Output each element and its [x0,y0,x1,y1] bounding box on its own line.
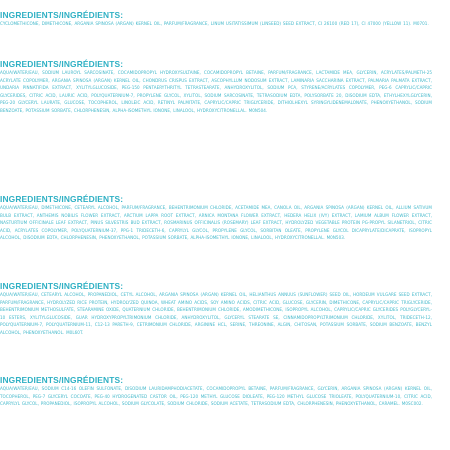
ingredients-block-3 [0,194,432,243]
ingredients-heading: INGREDIENTS/INGRÉDIENTS: [0,194,124,204]
ingredients-heading: INGREDIENTS/INGRÉDIENTS: [0,10,124,20]
ingredients-text: CYCLOMETHICONE, DIMETHICONE, ARGANIA SPINOSA (ARGAN) KERNEL OIL, PARFUM/FRAGRANCE, LINUM USITATISSIMUM (LINSEED) SEED EXTRACT, CI 26100 (RED 17), CI 47000 (YELLOW 11). M0701. [0,22,429,27]
ingredients-heading: INGREDIENTS/INGRÉDIENTS: [0,375,124,385]
ingredients-text: AQUA/WATER/EAU, SODIUM C14-16 OLEFIN SULFONATE, DISODIUM LAURIDAMPHODIACETATE, COCAMIDOPROPYL BETAINE, PARFUM/FRAGRANCE, GLYCERIN, ARGANIA SPINOSA (ARGAN) KERNEL OIL, TOCOPHEROL, PEG-7 GLYCERYL COCOATE, PEG-40 HYDROGENATED CASTOR OIL, PEG-120 METHYL GLUCOSE DIOLEATE, PEG-120 METHYL GLUCOSE TRIOLEATE, POLYQUATERNIUM-10, CITRIC ACID, CAPRYLYL GLYCOL, PROPANEDIOL, ISOPROPYL ALCOHOL, SODIUM GLYCOLATE, SODIUM CHLORIDE, SODIUM ACETATE, TETRASODIUM EDTA, CHLORPHENESIN, PHENOXYETHANOL, CARAMEL. M0SC002. [0,387,432,408]
ingredients-text: AQUA/WATER/EAU, DIMETHICONE, CETEARYL ALCOHOL, PARFUM/FRAGRANCE, BEHENTRIMONIUM CHLORIDE, ACETAMIDE MEA, CANOLA OIL, ARGANIA SPINOSA (ARGAN) KERNEL OIL, ALLIUM SATIVUM BULB EXTRACT, ANTHEMIS NOBILIS FLOWER EXTRACT, ARCTIUM LAPPA ROOT EXTRACT, ARNICA MONTANA FLOWER EXTRACT, HEDERA HELIX (IVY) EXTRACT, LAMIUM ALBUM FLOWER EXTRACT, NASTURTIUM OFFICINALE LEAF EXTRACT, PINUS SILVESTRIS BUD EXTRACT, ROSMARINUS OFFICINALIS (ROSEMARY) LEAF EXTRACT, HYDROLYZED VEGETABLE PROTEIN PG-PROPYL SILANETRIOL, CITRIC ACID, ACRYLATES COPOLYMER, POLYQUATERNIUM-37, PPG-1 TRIDECETH-6, CAPRYLYL GLYCOL, PROPYLENE GLYCOL, SORBITAN OLEATE, PROPYLENE GLYCOL DICAPRYLATE/DICAPRATE, ISOPROPYL ALCOHOL, DISODIUM EDTA, CHLORPHENESIN, PHENOXYETHANOL, POTASSIUM SORBATE, ALPHA-ISOMETHYL IONONE, LINALOOL, HYDROXYCITRONELLAL. M0N503. [0,206,432,242]
ingredients-block-2 [0,59,432,116]
ingredients-block-5 [0,375,432,409]
ingredients-heading: INGREDIENTS/INGRÉDIENTS: [0,59,124,69]
ingredients-text: AQUA/WATER/EAU, CETEARYL ALCOHOL, PROPANEDIOL, CETYL ALCOHOL, ARGANIA SPINOSA (ARGAN) KERNEL OIL, HELIANTHUS ANNUUS (SUNFLOWER) SEED OIL, HORDEUM VULGARE SEED EXTRACT, PARFUM/FRAGRANCE, HYDROLYZED RICE PROTEIN, HYDROLYZED QUINOA, WHEAT AMINO ACIDS, SOY AMINO ACIDS, CITRIC ACID, GLUCOSE, GLYCERIN, DIMETHICONE, CAPRYLIC/CAPRIC TRIGLYCERIDE, BEHENTRIMONIUM METHOSULFATE, STEARAMINE OXIDE, QUATERNIUM CHLORIDE, BEHENTRIMONIUM CHLORIDE, AMODIMETHICONE, ISOPROPYL ALCOHOL, CAPRYLIC/CAPRIC GLYCERIDES POLYGLYCERYL-10 ESTERS, XYLITYLGLUCOSIDE, GUAR HYDROXYPROPYLTRIMONIUM CHLORIDE, ANHYDROXYLITOL, GLYCERYL STEARATE SE, CINNAMIDOPROPYLTRIMONIUM CHLORIDE, XYLITOL, TRIDECETH-12, POLYQUATERNIUM-7, POLYQUATERNIUM-11, C12-13 PARETH-9, CETRIMONIUM CHLORIDE, ARGININE HCL, SERINE, THREONINE, ALGIN, CHITOSAN, POTASSIUM SORBATE, SODIUM BENZOATE, BENZYL ALCOHOL, PHENOXYETHANOL. M0L60T. [0,293,432,336]
ingredients-block-1 [0,10,432,29]
ingredients-text: AQUA/WATER/EAU, SODIUM LAUROYL SARCOSINATE, COCAMIDOPROPYL HYDROXYSULTAINE, COCAMIDOPROPYL BETAINE, PARFUM/FRAGRANCE, LACTAMIDE MEA, GLYCERIN, ACRYLATES/PALMETH-25 ACRYLATE COPOLYMER, ARGANIA SPINOSA (ARGAN) KERNEL OIL, CHONDRUS CRISPUS EXTRACT, ASCOPHYLLUM NODOSUM EXTRACT, LAMINARIA SACCHARINA EXTRACT, PALMARIA PALMATA EXTRACT, UNDARIA PINNATIFIDA EXTRACT, XYLITYLGLUCOSIDE, PEG-150 PENTAERYTHRITYL TETRASTEARATE, ANHYDROXYLITOL, SODIUM PCA, STYRENE/ACRYLATES COPOLYMER, PEG-6 CAPRYLIC/CAPRIC GLYCERIDES, CITRIC ACID, LAURIC ACID, POLYQUATERNIUM-7, PROPYLENE GLYCOL, XYLITOL, SODIUM SARCOSINATE, TETRASODIUM EDTA, POLYSORBATE 20, DISODIUM EDTA, ETHYLHEXYLGLYCERIN, PEG-20 GLYCERYL LAURATE, GLUCOSE, TOCOPHEROL, LINOLEIC ACID, RETINYL PALMITATE, CAPRYLIC/CAPRIC TRIGLYCERIDE, DITHIOLHEXYL SYRINGYLIDENEMALONATE, PHENOXYETHANOL, SODIUM BENZOATE, POTASSIUM SORBATE, CHLORPHENESIN, ALPHA-ISOMETHYL IONONE, LINALOOL, HYDROXYCITRONELLAL. M0N504. [0,71,432,114]
ingredients-block-4 [0,281,432,338]
ingredients-heading: INGREDIENTS/INGRÉDIENTS: [0,281,124,291]
